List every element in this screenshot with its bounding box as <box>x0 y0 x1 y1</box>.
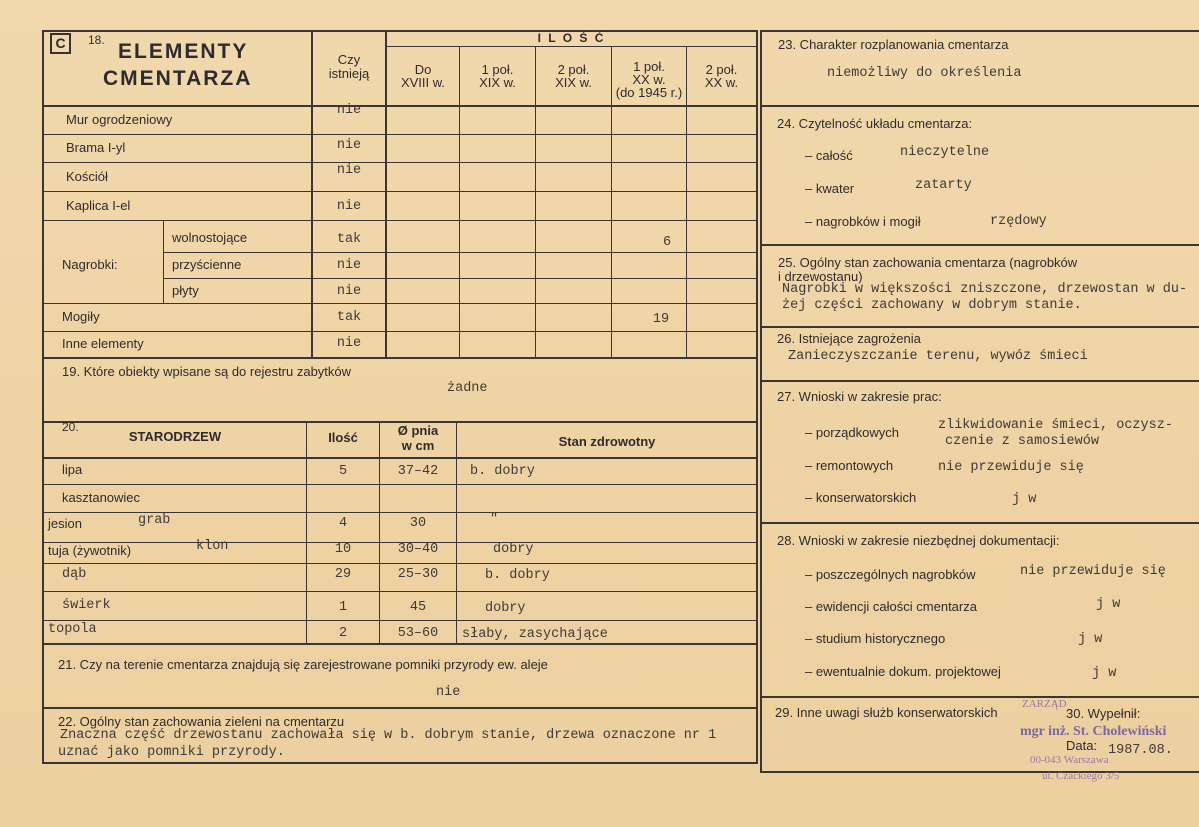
section28-item-label: – studium historycznego <box>805 631 946 646</box>
period-label: XIX w. <box>555 75 592 90</box>
col-count-header: Ilość <box>328 430 358 445</box>
grid-line <box>760 380 1199 382</box>
exists-value: nie <box>336 199 362 214</box>
section22-line2: uznać jako pomniki przyrody. <box>58 745 285 760</box>
tree-extra: grab <box>138 513 171 528</box>
tree-diam: 30–40 <box>397 542 439 557</box>
row-label: Inne elementy <box>62 336 144 351</box>
tree-health: " <box>490 512 499 527</box>
section27-item-value: zlikwidowanie śmieci, oczysz- <box>938 418 1173 433</box>
period-label: 2 poł. <box>557 62 590 77</box>
frame-left <box>42 30 44 764</box>
tree-name: kasztanowiec <box>62 490 141 505</box>
exists-value: tak <box>336 310 362 325</box>
section24-item-label: – kwater <box>805 181 855 196</box>
stamp-text: ul. Czackiego 3/5 <box>1042 770 1120 782</box>
tree-diam: 45 <box>409 600 427 615</box>
section22-label: 22. Ogólny stan zachowania zieleni na cmentarzu <box>58 714 345 729</box>
section27-item-value: nie przewiduje się <box>938 460 1084 475</box>
section28-item-value: j w <box>1096 597 1121 612</box>
section18-number: 18. <box>88 33 105 47</box>
stamp-text: 00-043 Warszawa <box>1030 754 1109 766</box>
stamp-text: ZARZĄD <box>1022 698 1067 710</box>
tree-diam: 25–30 <box>397 567 439 582</box>
tree-name: lipa <box>62 462 83 477</box>
section27-item-value: j w <box>1012 492 1037 507</box>
section20-title: STARODRZEW <box>128 429 222 444</box>
row-label: Brama I-yl <box>66 140 126 155</box>
nagrobki-label: Nagrobki: <box>62 257 118 272</box>
tree-name: tuja (żywotnik) <box>48 543 132 558</box>
row-label: Mur ogrodzeniowy <box>66 112 173 127</box>
col-diam-l1: Ø pnia <box>397 423 439 438</box>
grid-line <box>163 221 164 303</box>
tree-name: świerk <box>62 598 111 613</box>
col-health-header: Stan zdrowotny <box>558 434 656 449</box>
section27-item-label: – porządkowych <box>805 425 899 440</box>
period-label: 1 poł. <box>633 59 665 74</box>
period-header <box>536 63 611 89</box>
count-value: 19 <box>652 312 670 327</box>
grid-line <box>42 162 756 163</box>
section28-item-label: – ewidencji całości cmentarza <box>805 599 977 614</box>
period-label: XVIII w. <box>400 75 446 90</box>
row-label: Mogiły <box>62 309 100 324</box>
section24-label: 24. Czytelność układu cmentarza: <box>777 116 973 131</box>
ilosc-header: I L O Ś Ć <box>537 31 606 45</box>
exists-value: nie <box>336 284 362 299</box>
row-label: Kościół <box>66 169 108 184</box>
exists-value: nie <box>336 258 362 273</box>
grid-line <box>760 696 1199 698</box>
frame-mid-left <box>756 30 758 764</box>
count-value: 6 <box>662 235 672 250</box>
tree-diam: 37–42 <box>397 464 439 479</box>
section27-item-label: – remontowych <box>805 458 894 473</box>
grid-line <box>385 46 756 47</box>
frame-bottom-left <box>42 762 758 764</box>
exists-value: nie <box>336 336 362 351</box>
section29-label: 29. Inne uwagi służb konserwatorskich <box>775 705 998 720</box>
period-header <box>460 63 535 89</box>
period-label: 1 poł. <box>481 62 514 77</box>
grid-line <box>42 191 756 192</box>
section24-item-label: – nagrobków i mogił <box>805 214 921 229</box>
grid-line <box>42 357 756 359</box>
tree-count: 5 <box>338 464 348 479</box>
frame-mid-right <box>760 30 762 772</box>
period-label: (do 1945 r.) <box>615 85 683 100</box>
section20-number: 20. <box>62 420 79 434</box>
date-label: Data: <box>1066 738 1098 753</box>
section30-label: 30. Wypełnił: <box>1066 706 1141 721</box>
period-label: XX w. <box>632 72 666 87</box>
period-label: Do <box>414 62 432 77</box>
tree-count: 4 <box>338 516 348 531</box>
tree-name: topola <box>48 622 97 637</box>
frame-bottom-right <box>760 771 1199 773</box>
tree-count: 1 <box>338 600 348 615</box>
tree-name: jesion <box>48 516 82 531</box>
section24-item-label: – całość <box>805 148 853 163</box>
section-letter-box: C <box>50 33 71 54</box>
section21-value: nie <box>436 685 461 700</box>
section18-title-line1: ELEMENTY <box>118 40 249 63</box>
tree-name: dąb <box>62 567 87 582</box>
col-diam-l2: w cm <box>401 438 435 453</box>
section28-label: 28. Wnioski w zakresie niezbędnej dokumentacji: <box>777 533 1060 548</box>
grid-line <box>163 278 756 279</box>
tree-health: dobry <box>485 601 526 616</box>
row-label: płyty <box>172 283 199 298</box>
tree-health: b. dobry <box>485 568 550 583</box>
grid-line <box>456 421 457 643</box>
grid-line <box>686 47 687 358</box>
grid-line <box>42 563 756 564</box>
section24-item-value: nieczytelne <box>900 145 990 160</box>
tree-health: dobry <box>493 542 534 557</box>
section19-value: żadne <box>447 381 488 396</box>
tree-extra: klon <box>196 539 229 554</box>
section25-label-l1: 25. Ogólny stan zachowania cmentarza (nagrobków <box>778 255 1078 270</box>
section27-label: 27. Wnioski w zakresie prac: <box>777 389 942 404</box>
section23-value: niemożliwy do określenia <box>827 66 1022 81</box>
col-exists-header <box>313 53 385 81</box>
row-label: Kaplica I-el <box>66 198 131 213</box>
tree-diam: 30 <box>409 516 427 531</box>
section25-line1: Nagrobki w większości zniszczone, drzewostan w du- <box>782 282 1188 297</box>
section25-label-l2: i drzewostanu) <box>778 269 863 284</box>
period-label: XIX w. <box>479 75 516 90</box>
grid-line <box>42 643 756 645</box>
signer-stamp: mgr inż. St. Cholewiński <box>1020 724 1167 739</box>
section27-item-value: czenie z samosiewów <box>945 434 1099 449</box>
grid-line <box>163 252 756 253</box>
tree-diam: 53–60 <box>397 626 439 641</box>
section28-item-value: j w <box>1078 632 1103 647</box>
section26-value: Zanieczyszczanie terenu, wywóz śmieci <box>788 349 1088 364</box>
section28-item-value: j w <box>1092 666 1117 681</box>
exists-value: tak <box>336 232 362 247</box>
section25-label <box>778 256 1077 284</box>
grid-line <box>760 244 1199 246</box>
tree-health: słaby, zasychające <box>462 627 608 642</box>
col-exists-l2: istnieją <box>328 66 370 81</box>
period-header <box>387 63 459 89</box>
section21-label: 21. Czy na terenie cmentarza znajdują się zarejestrowane pomniki przyrody ew. aleje <box>58 657 548 672</box>
grid-line <box>42 303 756 304</box>
section28-item-label: – ewentualnie dokum. projektowej <box>805 664 1001 679</box>
grid-line <box>42 457 756 459</box>
grid-line <box>42 220 756 221</box>
tree-count: 2 <box>338 626 348 641</box>
tree-count: 10 <box>334 542 352 557</box>
exists-value: nie <box>336 103 362 118</box>
grid-line <box>760 522 1199 524</box>
row-label: wolnostojące <box>172 230 248 245</box>
section26-label: 26. Istniejące zagrożenia <box>777 331 921 346</box>
section25-line2: żej części zachowany w dobrym stanie. <box>782 298 1082 313</box>
section24-item-value: zatarty <box>915 178 972 193</box>
col-exists-l1: Czy <box>337 52 361 67</box>
section27-item-label: – konserwatorskich <box>805 490 917 505</box>
tree-health: b. dobry <box>470 464 535 479</box>
period-header <box>612 60 686 99</box>
grid-line <box>459 47 460 358</box>
section19-label: 19. Które obiekty wpisane są do rejestru zabytków <box>62 364 352 379</box>
exists-value: nie <box>336 163 362 178</box>
section28-item-label: – poszczególnych nagrobków <box>805 567 976 582</box>
section23-label: 23. Charakter rozplanowania cmentarza <box>778 37 1009 52</box>
grid-line <box>760 326 1199 328</box>
grid-line <box>42 105 756 107</box>
section18-title-line2: CMENTARZA <box>103 67 253 90</box>
date-value: 1987.08. <box>1108 743 1173 758</box>
period-header <box>687 63 756 89</box>
col-diam-header <box>380 423 456 453</box>
section28-item-value: nie przewiduje się <box>1020 564 1166 579</box>
section24-item-value: rzędowy <box>990 214 1047 229</box>
period-label: XX w. <box>704 75 739 90</box>
grid-line <box>42 331 756 332</box>
section22-line1: Znaczna część drzewostanu zachowała się w b. dobrym stanie, drzewa oznaczone nr 1 <box>60 728 717 743</box>
exists-value: nie <box>336 138 362 153</box>
frame-top-right <box>760 30 1199 32</box>
grid-line <box>760 105 1199 107</box>
grid-line <box>42 484 756 485</box>
row-label: przyścienne <box>172 257 242 272</box>
grid-line <box>42 134 756 135</box>
grid-line <box>535 47 536 358</box>
grid-line <box>42 707 756 709</box>
period-label: 2 poł. <box>705 62 738 77</box>
tree-count: 29 <box>334 567 352 582</box>
grid-line <box>42 620 756 621</box>
grid-line <box>42 591 756 592</box>
